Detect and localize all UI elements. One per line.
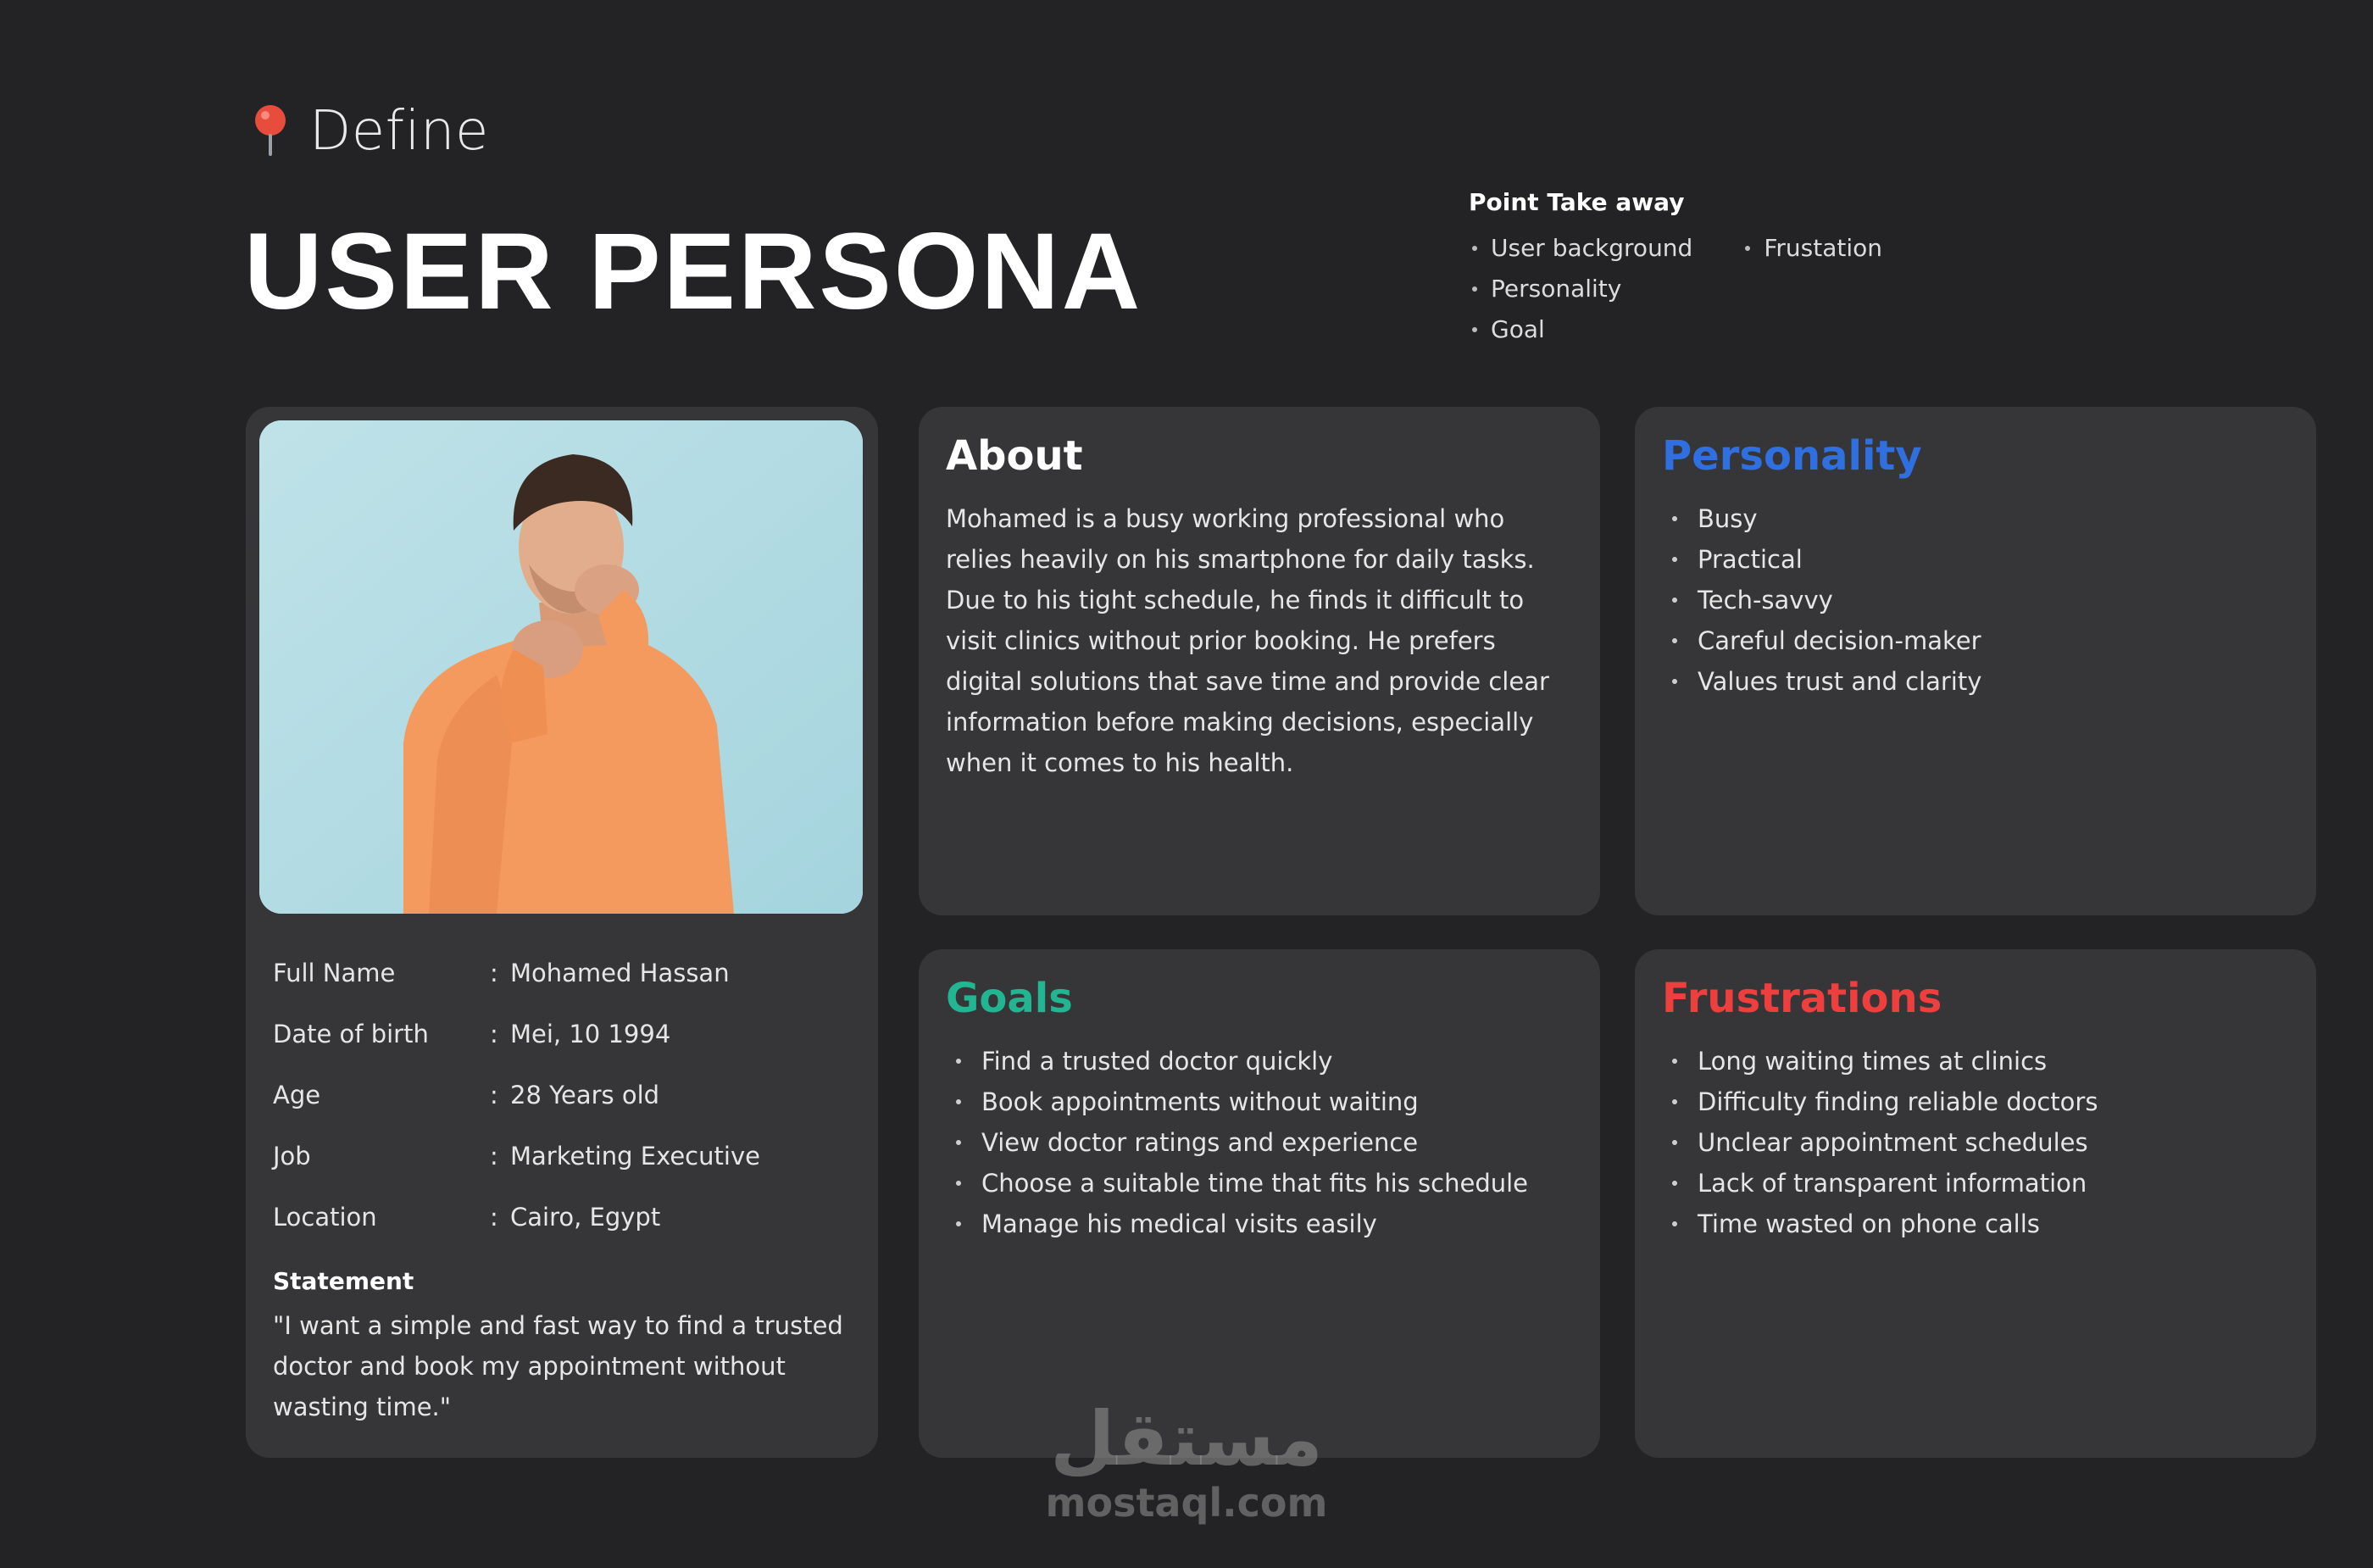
frustrations-title: Frustrations bbox=[1662, 975, 1942, 1022]
takeaway-item: Goal bbox=[1469, 309, 1692, 350]
list-item: Values trust and clarity bbox=[1662, 661, 2291, 702]
info-value: Cairo, Egypt bbox=[510, 1203, 661, 1232]
profile-card bbox=[246, 407, 878, 1458]
info-separator: : bbox=[490, 1203, 498, 1232]
takeaway-item: Personality bbox=[1469, 269, 1692, 309]
watermark bbox=[1038, 1395, 1335, 1526]
takeaway-heading: Point Take away bbox=[1469, 188, 1685, 216]
watermark-logo: مستقل bbox=[1050, 1395, 1323, 1482]
list-item: Tech-savvy bbox=[1662, 580, 2291, 620]
info-label: Age bbox=[273, 1081, 321, 1109]
list-item: Careful decision-maker bbox=[1662, 620, 2291, 661]
info-label: Job bbox=[273, 1142, 311, 1170]
goals-title: Goals bbox=[946, 975, 1073, 1022]
info-row-age bbox=[273, 1065, 849, 1126]
takeaway-list-2 bbox=[1742, 228, 1882, 350]
profile-info bbox=[273, 942, 849, 1248]
list-item: Choose a suitable time that fits his schedule bbox=[946, 1163, 1575, 1204]
list-item: Manage his medical visits easily bbox=[946, 1204, 1575, 1244]
statement bbox=[273, 1265, 849, 1427]
takeaway-list-1 bbox=[1469, 228, 1692, 350]
map-pin-icon bbox=[248, 102, 292, 161]
about-card bbox=[919, 407, 1600, 915]
about-text: Mohamed is a busy working professional who relies heavily on his smartphone for daily tasks. Due to his tight schedule, he finds it difficult to visit clinics without prior booking. He prefers digital solutions that save time and provide clear information before making decisions, especially when it comes to his health. bbox=[946, 504, 1549, 777]
info-row-full-name bbox=[273, 942, 849, 1004]
list-item: Book appointments without waiting bbox=[946, 1081, 1575, 1122]
info-value: Marketing Executive bbox=[510, 1142, 760, 1170]
personality-list bbox=[1662, 498, 2291, 702]
list-item: View doctor ratings and experience bbox=[946, 1122, 1575, 1163]
info-row-location bbox=[273, 1187, 849, 1248]
statement-heading: Statement bbox=[273, 1267, 414, 1295]
goals-card bbox=[919, 949, 1600, 1458]
frustrations-list bbox=[1662, 1041, 2291, 1244]
list-item: Busy bbox=[1662, 498, 2291, 539]
info-separator: : bbox=[490, 1081, 498, 1109]
list-item: Practical bbox=[1662, 539, 2291, 580]
info-value: 28 Years old bbox=[510, 1081, 660, 1109]
info-value: Mohamed Hassan bbox=[510, 959, 730, 987]
info-label: Date of birth bbox=[273, 1020, 429, 1048]
info-separator: : bbox=[490, 1020, 498, 1048]
watermark-url: mostaql.com bbox=[1045, 1480, 1328, 1526]
list-item: Time wasted on phone calls bbox=[1662, 1204, 2291, 1244]
personality-title: Personality bbox=[1662, 432, 1922, 480]
info-separator: : bbox=[490, 959, 498, 987]
info-label: Location bbox=[273, 1203, 377, 1232]
info-label: Full Name bbox=[273, 959, 396, 987]
about-title: About bbox=[946, 432, 1083, 480]
personality-card bbox=[1635, 407, 2316, 915]
list-item: Lack of transparent information bbox=[1662, 1163, 2291, 1204]
info-separator: : bbox=[490, 1142, 498, 1170]
persona-photo bbox=[259, 420, 863, 914]
takeaway-item: User background bbox=[1469, 228, 1692, 269]
statement-text: "I want a simple and fast way to find a trusted doctor and book my appointment without wasting time." bbox=[273, 1311, 843, 1421]
section-tag bbox=[248, 100, 489, 163]
takeaway-item: Frustation bbox=[1742, 228, 1882, 269]
info-row-date-of-birth bbox=[273, 1004, 849, 1065]
list-item: Find a trusted doctor quickly bbox=[946, 1041, 1575, 1081]
takeaway-panel bbox=[1469, 188, 1882, 350]
info-value: Mei, 10 1994 bbox=[510, 1020, 671, 1048]
page-title: USER PERSONA bbox=[244, 211, 1143, 332]
frustrations-card bbox=[1635, 949, 2316, 1458]
section-label: Define bbox=[309, 100, 489, 163]
list-item: Unclear appointment schedules bbox=[1662, 1122, 2291, 1163]
list-item: Difficulty finding reliable doctors bbox=[1662, 1081, 2291, 1122]
list-item: Long waiting times at clinics bbox=[1662, 1041, 2291, 1081]
goals-list bbox=[946, 1041, 1575, 1244]
info-row-job bbox=[273, 1126, 849, 1187]
